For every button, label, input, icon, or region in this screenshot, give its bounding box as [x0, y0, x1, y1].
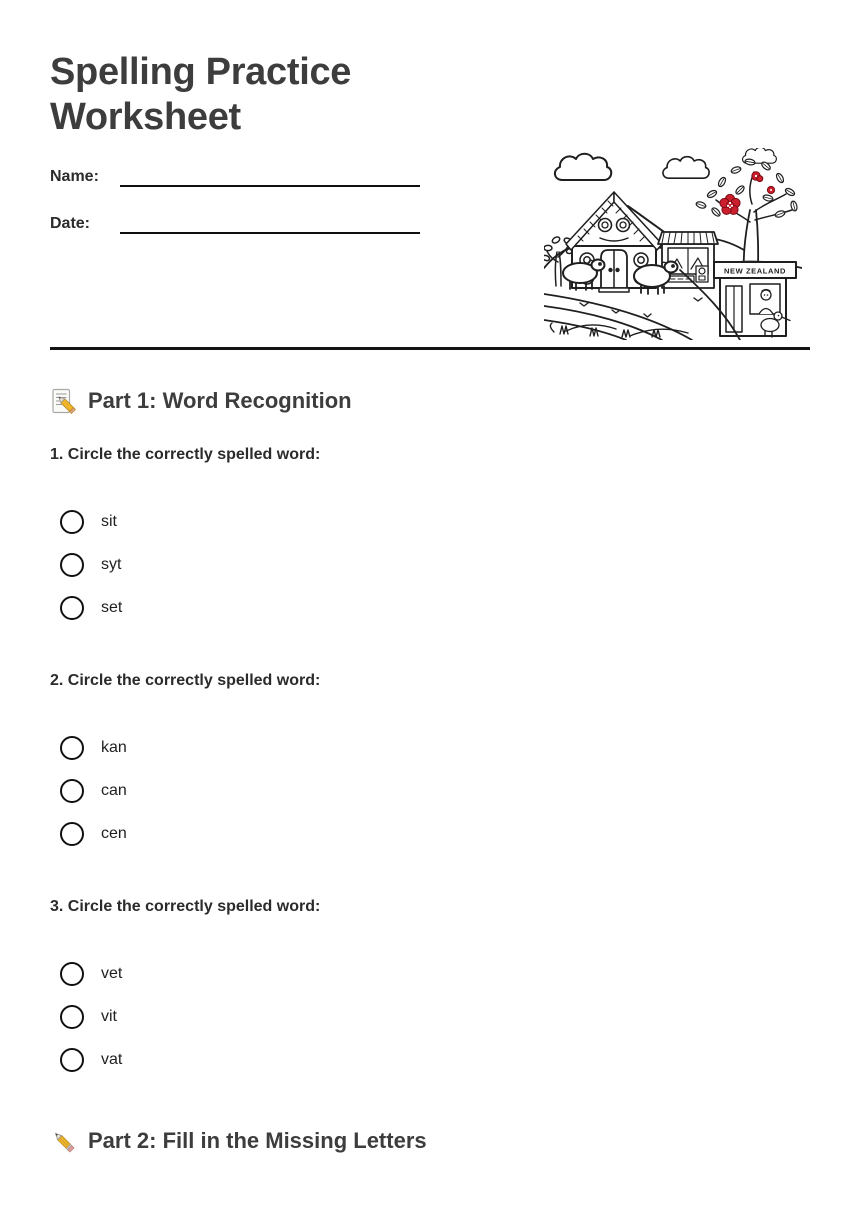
- option-label: vit: [101, 1008, 117, 1025]
- date-input[interactable]: [120, 214, 420, 234]
- option-label: syt: [101, 556, 122, 573]
- radio-button[interactable]: [60, 1048, 84, 1072]
- option-label: kan: [101, 739, 127, 756]
- question-2-options: [60, 736, 810, 846]
- radio-button[interactable]: [60, 736, 84, 760]
- radio-button[interactable]: [60, 962, 84, 986]
- name-label: Name:: [50, 168, 99, 185]
- radio-button[interactable]: [60, 822, 84, 846]
- pencil-icon: [50, 1128, 77, 1155]
- option-row: [60, 1005, 810, 1029]
- part1-heading: [50, 387, 810, 415]
- part2-heading-label: Part 2: Fill in the Missing Letters: [88, 1128, 427, 1153]
- souvenir-booth: [714, 262, 796, 337]
- option-label: vat: [101, 1051, 123, 1068]
- question-1: [50, 445, 810, 620]
- radio-button[interactable]: [60, 596, 84, 620]
- new-zealand-illustration: [544, 148, 802, 340]
- pohutukawa-flowers: [720, 172, 775, 215]
- new-zealand-sign-label: NEW ZEALAND: [723, 266, 787, 276]
- question-3: [50, 897, 810, 1072]
- date-label: Date:: [50, 215, 91, 232]
- radio-button[interactable]: [60, 779, 84, 803]
- question-1-options: [60, 510, 810, 620]
- option-label: sit: [101, 513, 117, 530]
- option-row: [60, 1048, 810, 1072]
- page-title: Spelling Practice Worksheet: [50, 51, 352, 138]
- part1-heading-label: Part 1: Word Recognition: [88, 388, 352, 413]
- radio-button[interactable]: [60, 553, 84, 577]
- option-label: set: [101, 599, 123, 616]
- option-row: [60, 779, 810, 803]
- question-2: [50, 671, 810, 846]
- option-label: vet: [101, 965, 123, 982]
- question-3-options: [60, 962, 810, 1072]
- question-1-prompt: 1. Circle the correctly spelled word:: [50, 446, 321, 463]
- option-row: [60, 596, 810, 620]
- option-row: [60, 822, 810, 846]
- option-label: can: [101, 782, 127, 799]
- question-2-prompt: 2. Circle the correctly spelled word:: [50, 672, 321, 689]
- part2-heading: [50, 1127, 810, 1155]
- cloud-icon: [555, 148, 776, 180]
- name-input[interactable]: [120, 167, 420, 187]
- option-row: [60, 736, 810, 760]
- option-row: [60, 510, 810, 534]
- radio-button[interactable]: [60, 510, 84, 534]
- memo-icon: [50, 388, 77, 415]
- option-row: [60, 553, 810, 577]
- option-row: [60, 962, 810, 986]
- option-label: cen: [101, 825, 127, 842]
- section-divider: [50, 347, 810, 350]
- question-3-prompt: 3. Circle the correctly spelled word:: [50, 898, 321, 915]
- radio-button[interactable]: [60, 1005, 84, 1029]
